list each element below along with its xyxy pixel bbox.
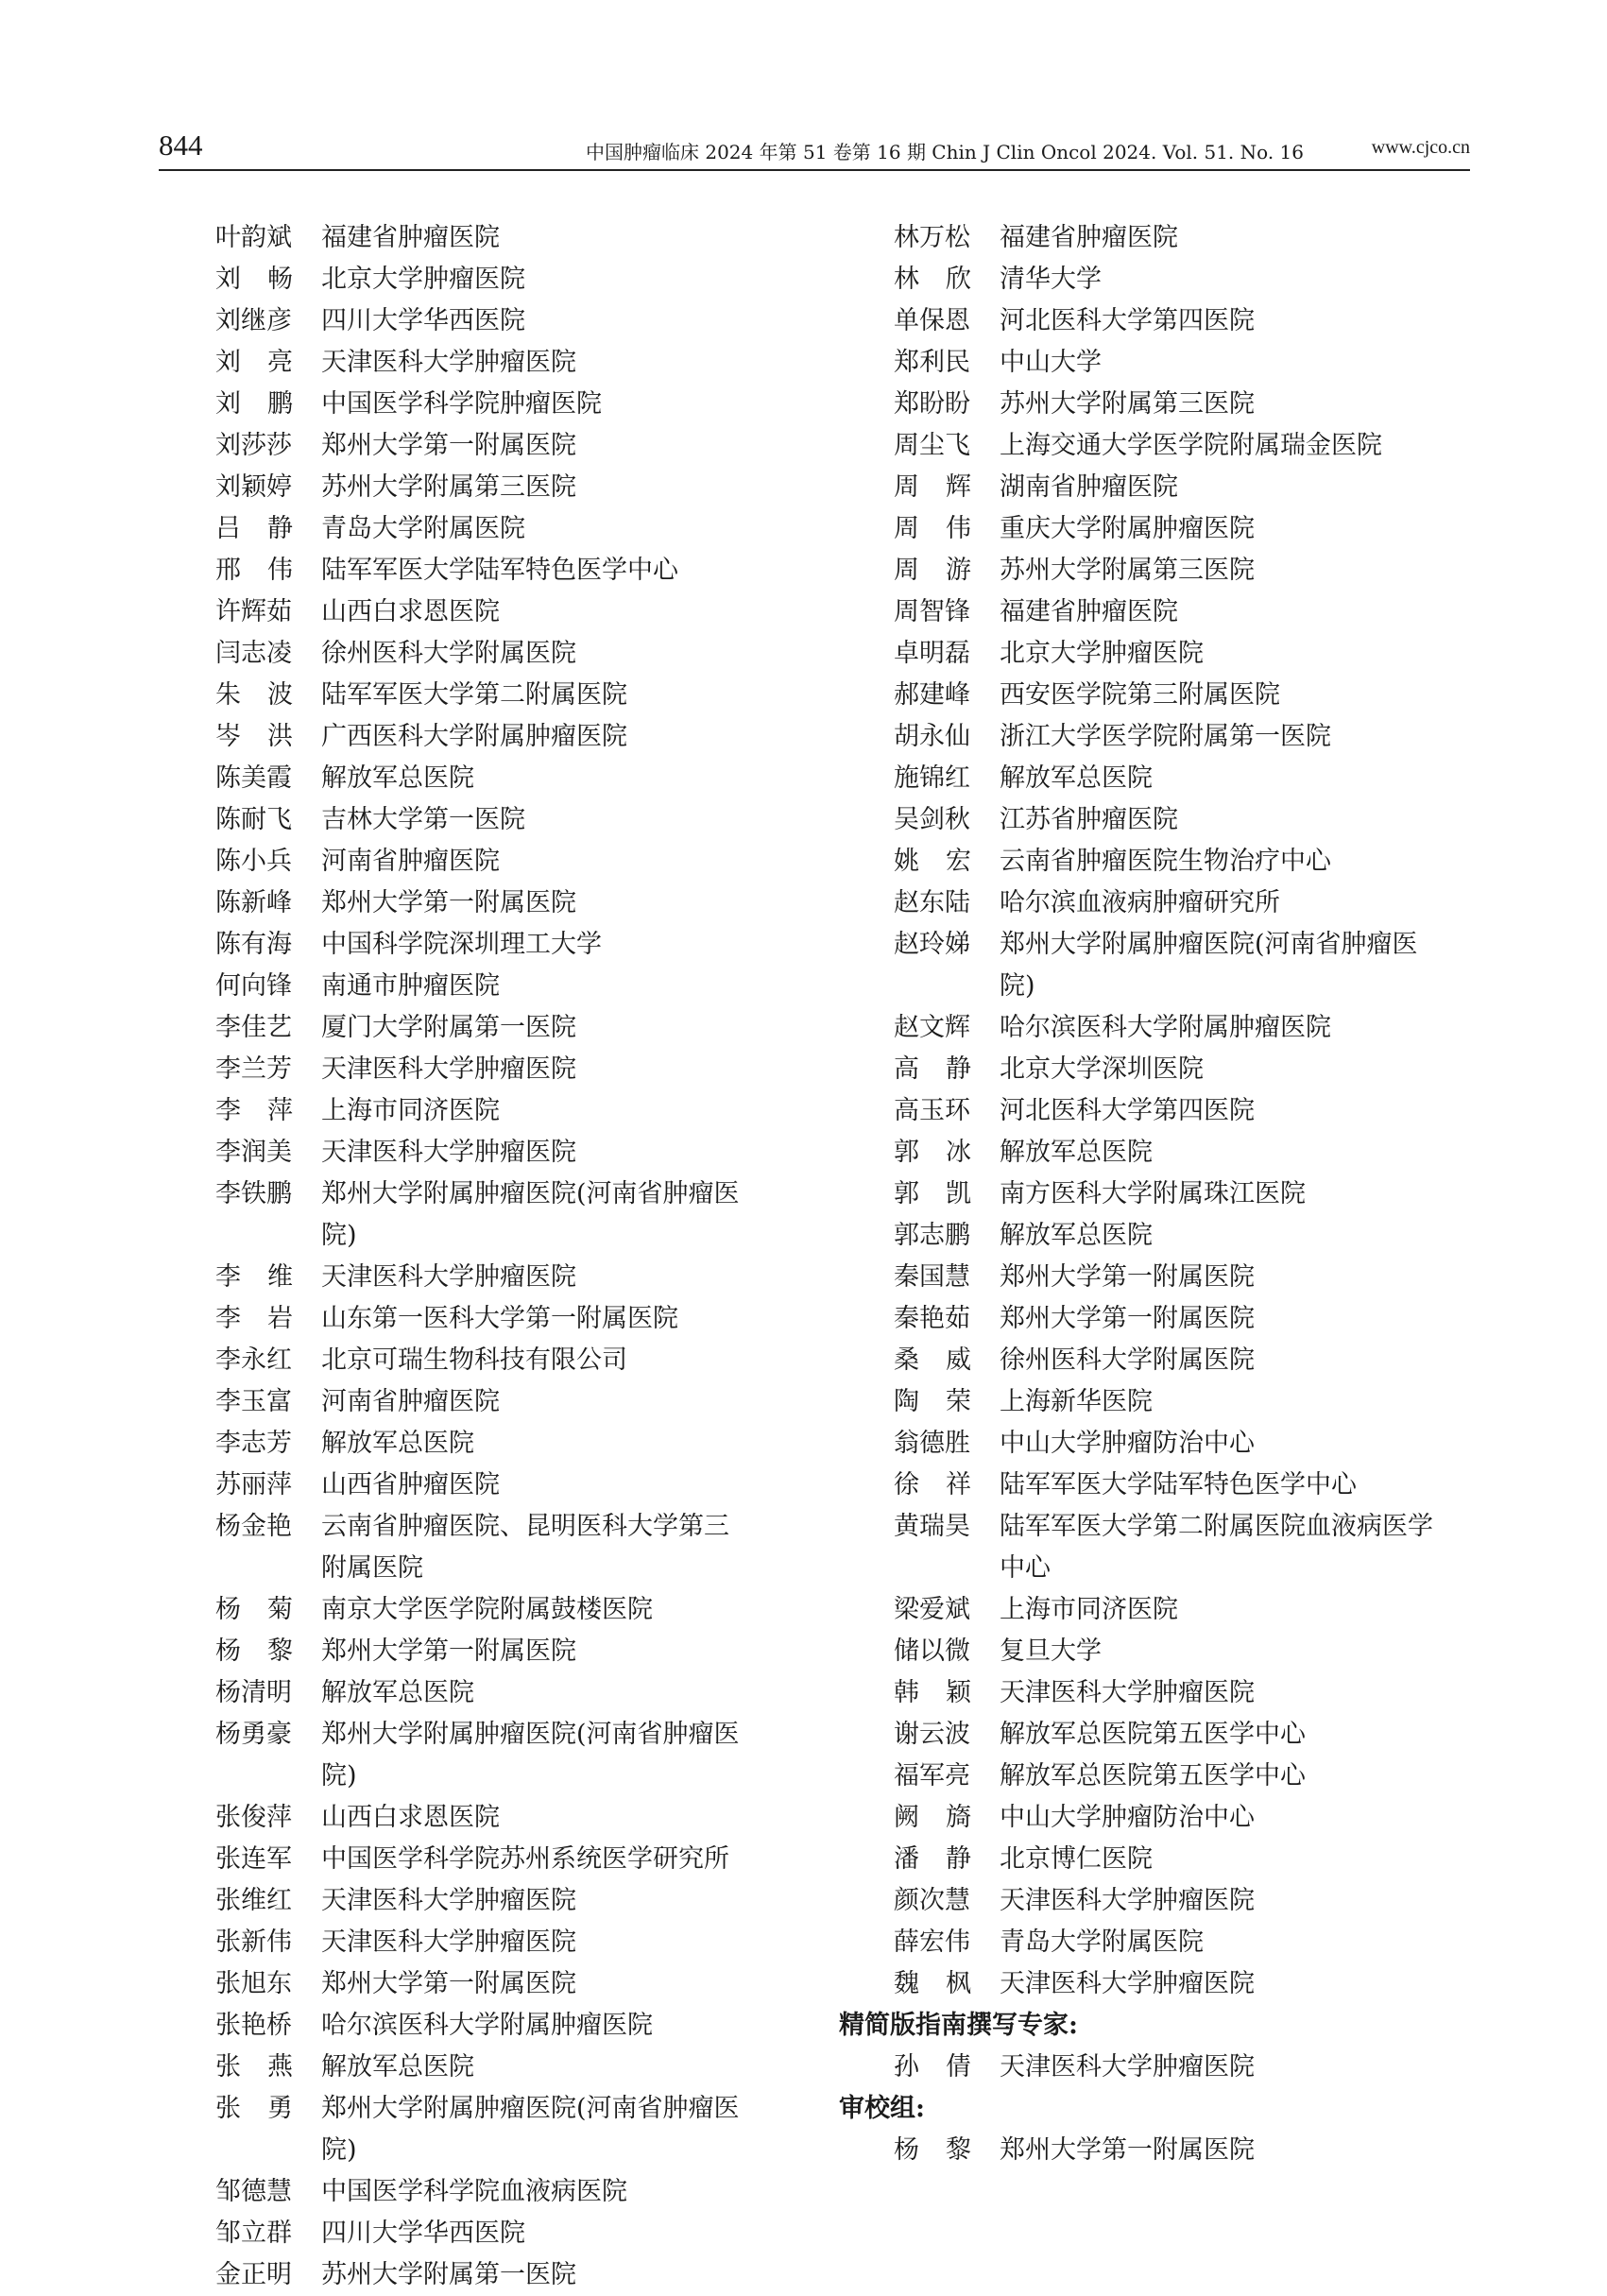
expert-institution: 北京博仁医院 <box>1000 1844 1153 1874</box>
expert-name: 施锦红 <box>894 763 970 793</box>
expert-entry <box>215 2254 820 2296</box>
expert-name: 吴剑秋 <box>894 805 970 834</box>
expert-institution: 云南省肿瘤医院生物治疗中心 <box>1000 847 1331 876</box>
expert-institution: 陆军军医大学陆军特色医学中心 <box>1000 1470 1357 1499</box>
expert-entry <box>215 1839 820 1880</box>
expert-institution: 郑州大学第一附属医院 <box>1000 2135 1255 2165</box>
expert-institution: 上海交通大学医学院附属瑞金医院 <box>1000 431 1382 460</box>
expert-institution: 上海新华医院 <box>1000 1387 1153 1416</box>
expert-name: 张俊萍 <box>215 1803 292 1832</box>
expert-name: 高静 <box>894 1054 998 1084</box>
expert-institution: 福建省肿瘤医院 <box>321 223 500 252</box>
expert-institution: 中国医学科学院苏州系统医学研究所 <box>321 1844 729 1874</box>
expert-entry <box>894 1589 1481 1631</box>
expert-entry <box>215 342 820 384</box>
expert-entry <box>215 633 820 675</box>
expert-entry <box>894 1340 1481 1381</box>
expert-entry <box>894 1880 1481 1922</box>
expert-institution: 徐州医科大学附属医院 <box>321 639 576 668</box>
expert-institution: 河北医科大学第四医院 <box>1000 1096 1255 1125</box>
expert-name: 许辉茹 <box>215 597 292 626</box>
expert-name: 李维 <box>215 1262 319 1292</box>
expert-entry <box>215 217 820 259</box>
expert-entry <box>894 924 1481 1007</box>
expert-name: 赵文辉 <box>894 1013 970 1042</box>
expert-entry <box>894 591 1481 633</box>
expert-name: 周智锋 <box>894 597 970 626</box>
expert-institution: 湖南省肿瘤医院 <box>1000 472 1178 502</box>
expert-institution: 河南省肿瘤医院 <box>321 1387 500 1416</box>
expert-institution: 北京可瑞生物科技有限公司 <box>321 1345 627 1375</box>
expert-institution: 天津医科大学肿瘤医院 <box>321 1886 576 1915</box>
expert-name: 周游 <box>894 556 998 585</box>
expert-name: 赵玲娣 <box>894 930 970 959</box>
expert-name: 胡永仙 <box>894 722 970 751</box>
expert-name: 陈新峰 <box>215 888 292 917</box>
expert-institution: 天津医科大学肿瘤医院 <box>321 1928 576 1957</box>
expert-name: 徐祥 <box>894 1470 998 1499</box>
expert-institution: 郑州大学附属肿瘤医院(河南省肿瘤医院) <box>321 2094 740 2165</box>
expert-entry <box>894 633 1481 675</box>
expert-institution: 哈尔滨医科大学附属肿瘤医院 <box>1000 1013 1331 1042</box>
review-group-title: 审校组: <box>839 2094 925 2123</box>
expert-entry <box>894 1381 1481 1423</box>
expert-name: 魏枫 <box>894 1969 998 1998</box>
expert-institution: 解放军总医院 <box>1000 1138 1153 1167</box>
expert-entry <box>894 1049 1481 1090</box>
expert-entry <box>894 467 1481 508</box>
expert-entry <box>215 1423 820 1465</box>
expert-entry <box>215 2088 820 2171</box>
expert-name: 黄瑞昊 <box>894 1512 970 1541</box>
expert-entry <box>894 1007 1481 1049</box>
expert-name: 杨黎 <box>215 1636 319 1666</box>
expert-institution: 云南省肿瘤医院、昆明医科大学第三附属医院 <box>321 1512 729 1583</box>
expert-institution: 天津医科大学肿瘤医院 <box>1000 2052 1255 2082</box>
expert-name: 孙倩 <box>894 2052 998 2082</box>
expert-name: 周伟 <box>894 514 998 543</box>
expert-institution: 陆军军医大学第二附属医院 <box>321 680 627 710</box>
expert-entry <box>215 882 820 924</box>
expert-name: 陈耐飞 <box>215 805 292 834</box>
expert-entry <box>894 1215 1481 1257</box>
expert-institution: 天津医科大学肿瘤医院 <box>321 1138 576 1167</box>
expert-institution: 福建省肿瘤医院 <box>1000 597 1178 626</box>
expert-name: 刘畅 <box>215 265 319 294</box>
right-entries <box>839 217 1481 2005</box>
expert-entry <box>215 259 820 300</box>
expert-entry <box>215 1631 820 1672</box>
expert-entry <box>894 1756 1481 1797</box>
expert-entry <box>215 1589 820 1631</box>
expert-entry <box>894 1132 1481 1174</box>
expert-institution: 郑州大学第一附属医院 <box>321 1636 576 1666</box>
expert-name: 李兰芳 <box>215 1054 292 1084</box>
expert-entry <box>215 799 820 841</box>
expert-name: 福军亮 <box>894 1761 970 1791</box>
expert-entry <box>215 1174 820 1257</box>
expert-entry <box>894 384 1481 425</box>
expert-institution: 解放军总医院 <box>321 763 474 793</box>
expert-entry <box>894 259 1481 300</box>
expert-name: 高玉环 <box>894 1096 970 1125</box>
expert-entry <box>215 1672 820 1714</box>
expert-entry <box>894 841 1481 882</box>
expert-entry <box>215 1465 820 1506</box>
expert-institution: 天津医科大学肿瘤医院 <box>1000 1678 1255 1707</box>
expert-name: 杨清明 <box>215 1678 292 1707</box>
expert-name: 闫志凌 <box>215 639 292 668</box>
expert-entry <box>215 675 820 716</box>
expert-name: 岑洪 <box>215 722 319 751</box>
expert-name: 林万松 <box>894 223 970 252</box>
expert-name: 薛宏伟 <box>894 1928 970 1957</box>
expert-institution: 广西医科大学附属肿瘤医院 <box>321 722 627 751</box>
expert-name: 张连军 <box>215 1844 292 1874</box>
expert-entry <box>215 467 820 508</box>
expert-institution: 中国医学科学院血液病医院 <box>321 2177 627 2206</box>
expert-name: 李润美 <box>215 1138 292 1167</box>
expert-institution: 南京大学医学院附属鼓楼医院 <box>321 1595 653 1624</box>
expert-institution: 天津医科大学肿瘤医院 <box>321 1054 576 1084</box>
expert-institution: 北京大学深圳医院 <box>1000 1054 1204 1084</box>
expert-name: 邢伟 <box>215 556 319 585</box>
expert-institution: 中山大学肿瘤防治中心 <box>1000 1803 1255 1832</box>
expert-name: 苏丽萍 <box>215 1470 292 1499</box>
expert-institution: 天津医科大学肿瘤医院 <box>321 1262 576 1292</box>
expert-name: 张新伟 <box>215 1928 292 1957</box>
concise-guide-authors-title: 精简版指南撰写专家: <box>839 2011 1078 2040</box>
expert-entry <box>894 1631 1481 1672</box>
expert-institution: 青岛大学附属医院 <box>1000 1928 1204 1957</box>
expert-entry <box>215 758 820 799</box>
expert-name: 陶荣 <box>894 1387 998 1416</box>
expert-entry <box>215 1007 820 1049</box>
expert-name: 张艳桥 <box>215 2011 292 2040</box>
expert-entry <box>215 1298 820 1340</box>
expert-entry <box>215 2213 820 2254</box>
journal-website: www.cjco.cn <box>1371 137 1470 158</box>
expert-name: 李永红 <box>215 1345 292 1375</box>
expert-name: 韩颖 <box>894 1678 998 1707</box>
expert-entry <box>215 550 820 591</box>
expert-entry <box>894 300 1481 342</box>
expert-institution: 解放军总医院 <box>321 2052 474 2082</box>
expert-entry <box>894 217 1481 259</box>
expert-institution: 天津医科大学肿瘤医院 <box>1000 1969 1255 1998</box>
expert-institution: 解放军总医院 <box>1000 1221 1153 1250</box>
expert-name: 李玉富 <box>215 1387 292 1416</box>
expert-name: 秦艳茹 <box>894 1304 970 1333</box>
expert-name: 单保恩 <box>894 306 970 335</box>
expert-entry <box>894 1257 1481 1298</box>
expert-name: 吕静 <box>215 514 319 543</box>
expert-entry <box>894 2130 1481 2171</box>
expert-name: 姚宏 <box>894 847 998 876</box>
expert-name: 李佳艺 <box>215 1013 292 1042</box>
expert-institution: 山西省肿瘤医院 <box>321 1470 500 1499</box>
expert-entry <box>215 508 820 550</box>
expert-entry <box>894 1714 1481 1756</box>
concise-guide-authors <box>839 2047 1481 2088</box>
expert-name: 赵东陆 <box>894 888 970 917</box>
expert-institution: 郑州大学第一附属医院 <box>1000 1262 1255 1292</box>
expert-name: 李萍 <box>215 1096 319 1125</box>
expert-name: 邹德慧 <box>215 2177 292 2206</box>
header-rule <box>159 169 1470 171</box>
expert-name: 杨黎 <box>894 2135 998 2165</box>
expert-institution: 郑州大学第一附属医院 <box>1000 1304 1255 1333</box>
expert-name: 郑盼盼 <box>894 389 970 419</box>
expert-entry <box>215 1714 820 1797</box>
expert-institution: 郑州大学第一附属医院 <box>321 888 576 917</box>
expert-entry <box>215 1049 820 1090</box>
expert-institution: 苏州大学附属第三医院 <box>1000 556 1255 585</box>
expert-institution: 陆军军医大学陆军特色医学中心 <box>321 556 678 585</box>
page-number: 844 <box>159 129 203 162</box>
expert-entry <box>894 1298 1481 1340</box>
expert-entry <box>215 591 820 633</box>
expert-entry <box>894 882 1481 924</box>
expert-name: 刘鹏 <box>215 389 319 419</box>
expert-institution: 解放军总医院 <box>321 1678 474 1707</box>
expert-entry <box>215 2005 820 2047</box>
expert-name: 周尘飞 <box>894 431 970 460</box>
expert-name: 何向锋 <box>215 971 292 1001</box>
expert-name: 桑威 <box>894 1345 998 1375</box>
journal-citation: 中国肿瘤临床 2024 年第 51 卷第 16 期 Chin J Clin Oncol 2024. Vol. 51. No. 16 <box>586 141 1304 163</box>
expert-name: 杨菊 <box>215 1595 319 1624</box>
expert-institution: 郑州大学第一附属医院 <box>321 431 576 460</box>
expert-institution: 解放军总医院第五医学中心 <box>1000 1761 1306 1791</box>
expert-entry <box>894 1839 1481 1880</box>
expert-institution: 河北医科大学第四医院 <box>1000 306 1255 335</box>
expert-institution: 四川大学华西医院 <box>321 306 525 335</box>
expert-entry <box>894 758 1481 799</box>
expert-entry <box>215 384 820 425</box>
expert-name: 刘莎莎 <box>215 431 292 460</box>
expert-institution: 郑州大学附属肿瘤医院(河南省肿瘤医院) <box>321 1720 740 1791</box>
expert-entry <box>894 2047 1481 2088</box>
expert-name: 张维红 <box>215 1886 292 1915</box>
expert-entry <box>215 716 820 758</box>
expert-name: 邹立群 <box>215 2219 292 2248</box>
expert-institution: 郑州大学附属肿瘤医院(河南省肿瘤医院) <box>321 1179 740 1250</box>
expert-entry <box>894 1797 1481 1839</box>
expert-institution: 河南省肿瘤医院 <box>321 847 500 876</box>
expert-institution: 山西白求恩医院 <box>321 1803 500 1832</box>
expert-name: 陈有海 <box>215 930 292 959</box>
expert-entry <box>894 342 1481 384</box>
expert-entry <box>215 1132 820 1174</box>
expert-entry <box>894 550 1481 591</box>
expert-name: 潘静 <box>894 1844 998 1874</box>
expert-institution: 厦门大学附属第一医院 <box>321 1013 576 1042</box>
expert-institution: 复旦大学 <box>1000 1636 1102 1666</box>
expert-institution: 郑州大学第一附属医院 <box>321 1969 576 1998</box>
expert-name: 郑利民 <box>894 348 970 377</box>
expert-institution: 福建省肿瘤医院 <box>1000 223 1178 252</box>
review-group <box>839 2130 1481 2171</box>
expert-institution: 南方医科大学附属珠江医院 <box>1000 1179 1306 1208</box>
expert-entry <box>215 1381 820 1423</box>
expert-institution: 解放军总医院 <box>321 1429 474 1458</box>
expert-institution: 徐州医科大学附属医院 <box>1000 1345 1255 1375</box>
expert-name: 朱波 <box>215 680 319 710</box>
expert-name: 郭志鹏 <box>894 1221 970 1250</box>
expert-entry <box>894 1174 1481 1215</box>
expert-name: 周辉 <box>894 472 998 502</box>
expert-name: 秦国慧 <box>894 1262 970 1292</box>
expert-name: 刘亮 <box>215 348 319 377</box>
expert-institution: 中山大学 <box>1000 348 1102 377</box>
expert-institution: 上海市同济医院 <box>321 1096 500 1125</box>
expert-name: 颜次慧 <box>894 1886 970 1915</box>
expert-institution: 解放军总医院 <box>1000 763 1153 793</box>
expert-institution: 吉林大学第一医院 <box>321 805 525 834</box>
expert-entry <box>215 300 820 342</box>
expert-entry <box>215 2047 820 2088</box>
expert-institution: 哈尔滨血液病肿瘤研究所 <box>1000 888 1280 917</box>
expert-institution: 重庆大学附属肿瘤医院 <box>1000 514 1255 543</box>
expert-institution: 青岛大学附属医院 <box>321 514 525 543</box>
right-column <box>839 217 1481 2171</box>
expert-name: 张勇 <box>215 2094 319 2123</box>
expert-institution: 苏州大学附属第三医院 <box>1000 389 1255 419</box>
expert-institution: 清华大学 <box>1000 265 1102 294</box>
expert-institution: 中山大学肿瘤防治中心 <box>1000 1429 1255 1458</box>
expert-entry <box>215 841 820 882</box>
expert-name: 阙旖 <box>894 1803 998 1832</box>
expert-name: 李岩 <box>215 1304 319 1333</box>
expert-name: 张旭东 <box>215 1969 292 1998</box>
expert-name: 郭凯 <box>894 1179 998 1208</box>
expert-entry <box>894 1423 1481 1465</box>
expert-institution: 四川大学华西医院 <box>321 2219 525 2248</box>
expert-institution: 苏州大学附属第三医院 <box>321 472 576 502</box>
expert-entry <box>894 1672 1481 1714</box>
expert-institution: 中国医学科学院肿瘤医院 <box>321 389 602 419</box>
expert-name: 叶韵斌 <box>215 223 292 252</box>
expert-name: 谢云波 <box>894 1720 970 1749</box>
expert-institution: 上海市同济医院 <box>1000 1595 1178 1624</box>
expert-institution: 山西白求恩医院 <box>321 597 500 626</box>
expert-entry <box>894 1922 1481 1963</box>
expert-name: 李志芳 <box>215 1429 292 1458</box>
expert-name: 林欣 <box>894 265 998 294</box>
expert-entry <box>894 508 1481 550</box>
expert-entry <box>215 425 820 467</box>
expert-entry <box>215 1506 820 1589</box>
expert-entry <box>215 1340 820 1381</box>
expert-institution: 南通市肿瘤医院 <box>321 971 500 1001</box>
expert-name: 卓明磊 <box>894 639 970 668</box>
expert-entry <box>894 425 1481 467</box>
expert-entry <box>894 1963 1481 2005</box>
expert-entry <box>894 799 1481 841</box>
expert-name: 杨勇豪 <box>215 1720 292 1749</box>
expert-institution: 中国科学院深圳理工大学 <box>321 930 602 959</box>
expert-name: 郝建峰 <box>894 680 970 710</box>
expert-entry <box>894 675 1481 716</box>
expert-name: 储以微 <box>894 1636 970 1666</box>
expert-institution: 苏州大学附属第一医院 <box>321 2260 576 2289</box>
expert-name: 刘继彦 <box>215 306 292 335</box>
expert-entry <box>215 1797 820 1839</box>
expert-name: 张燕 <box>215 2052 319 2082</box>
expert-institution: 江苏省肿瘤医院 <box>1000 805 1178 834</box>
expert-institution: 北京大学肿瘤医院 <box>1000 639 1204 668</box>
expert-institution: 陆军军医大学第二附属医院血液病医学中心 <box>1000 1512 1433 1583</box>
expert-name: 郭冰 <box>894 1138 998 1167</box>
expert-entry <box>215 1922 820 1963</box>
expert-name: 翁德胜 <box>894 1429 970 1458</box>
expert-name: 梁爱斌 <box>894 1595 970 1624</box>
expert-name: 金正明 <box>215 2260 292 2289</box>
expert-institution: 解放军总医院第五医学中心 <box>1000 1720 1306 1749</box>
expert-institution: 哈尔滨医科大学附属肿瘤医院 <box>321 2011 653 2040</box>
expert-entry <box>215 924 820 966</box>
expert-entry <box>894 1506 1481 1589</box>
expert-entry <box>894 1465 1481 1506</box>
expert-entry <box>894 1090 1481 1132</box>
left-column <box>215 217 820 2296</box>
expert-entry <box>215 2171 820 2213</box>
expert-name: 刘颖婷 <box>215 472 292 502</box>
expert-institution: 北京大学肿瘤医院 <box>321 265 525 294</box>
expert-institution: 天津医科大学肿瘤医院 <box>1000 1886 1255 1915</box>
expert-entry <box>894 716 1481 758</box>
expert-institution: 郑州大学附属肿瘤医院(河南省肿瘤医院) <box>1000 930 1418 1001</box>
expert-institution: 天津医科大学肿瘤医院 <box>321 348 576 377</box>
expert-institution: 山东第一医科大学第一附属医院 <box>321 1304 678 1333</box>
expert-name: 陈美霞 <box>215 763 292 793</box>
expert-entry <box>215 1090 820 1132</box>
expert-entry <box>215 1963 820 2005</box>
expert-institution: 浙江大学医学院附属第一医院 <box>1000 722 1331 751</box>
expert-name: 杨金艳 <box>215 1512 292 1541</box>
expert-entry <box>215 966 820 1007</box>
expert-name: 李铁鹏 <box>215 1179 292 1208</box>
expert-entry <box>215 1257 820 1298</box>
expert-entry <box>215 1880 820 1922</box>
expert-name: 陈小兵 <box>215 847 292 876</box>
expert-institution: 西安医学院第三附属医院 <box>1000 680 1280 710</box>
page-header <box>159 129 1470 170</box>
